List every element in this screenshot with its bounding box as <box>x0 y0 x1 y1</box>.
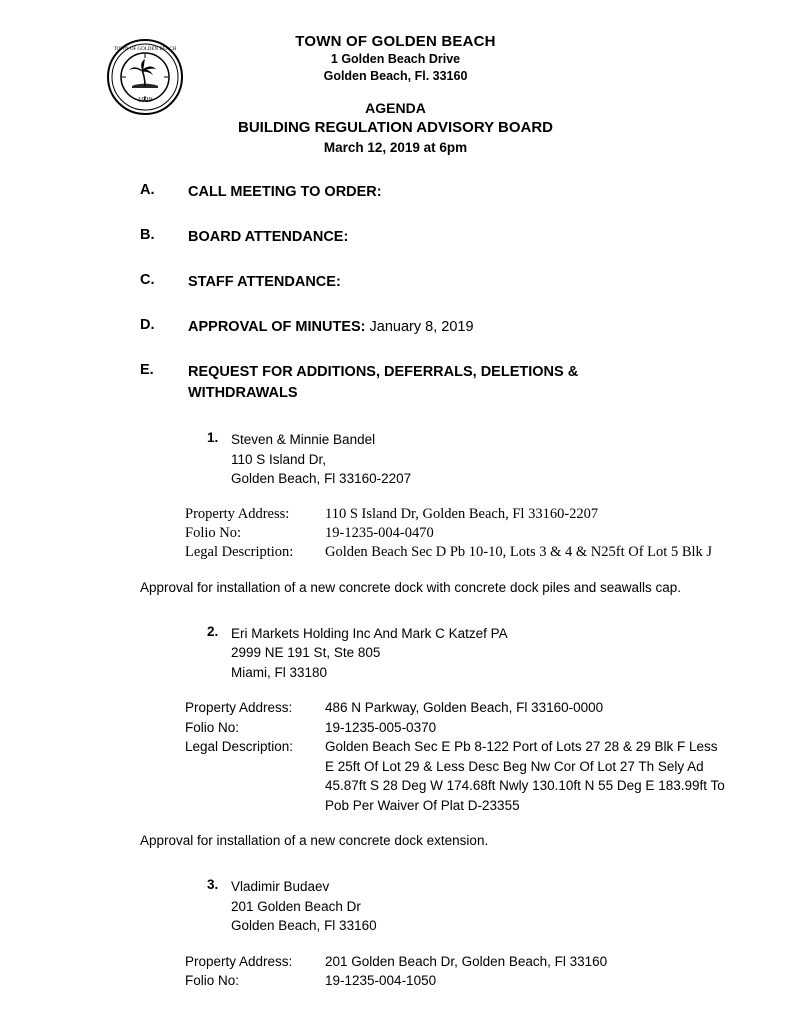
item-2-property-address-label: Property Address: <box>185 700 293 715</box>
section-e-letter: E. <box>140 362 154 378</box>
item-2-legal-label: Legal Description: <box>185 739 294 754</box>
item-2-number: 2. <box>207 623 219 639</box>
item-1-details <box>0 505 769 562</box>
item-3-property-address-row <box>185 952 769 972</box>
item-3-applicant-name: Vladimir Budaev <box>231 879 330 894</box>
item-3-details <box>0 952 769 991</box>
item-2-head <box>0 624 769 683</box>
item-3-property-address-value: 201 Golden Beach Dr, Golden Beach, Fl 33160 <box>325 953 608 969</box>
item-3-folio-label: Folio No: <box>185 973 240 988</box>
item-1-head <box>0 430 769 489</box>
section-a <box>0 182 769 203</box>
item-1-address-line1: 110 S Island Dr, <box>231 451 327 467</box>
section-e-title-text: REQUEST FOR ADDITIONS, DEFERRALS, DELETIONS & WITHDRAWALS <box>188 364 579 401</box>
section-b-title-text: BOARD ATTENDANCE: <box>188 229 349 245</box>
svg-text:TOWN OF GOLDEN BEACH: TOWN OF GOLDEN BEACH <box>113 47 177 52</box>
meeting-date: March 12, 2019 at 6pm <box>323 140 468 155</box>
item-2-address-line2: Miami, Fl 33180 <box>231 664 328 680</box>
section-c-title <box>188 272 341 293</box>
agenda-item-3 <box>0 877 769 991</box>
item-1-property-address-label: Property Address: <box>185 505 290 522</box>
section-d <box>0 317 769 338</box>
item-2-applicant-name: Eri Markets Holding Inc And Mark C Katzef PA <box>231 625 508 641</box>
item-1-legal-value: Golden Beach Sec D Pb 10-10, Lots 3 & 4 & N25ft Of Lot 5 Blk J <box>325 543 713 560</box>
item-3-address-line2: Golden Beach, Fl 33160 <box>231 918 377 933</box>
item-1-legal-label: Legal Description: <box>185 543 294 560</box>
section-d-title-text: APPROVAL OF MINUTES: <box>188 319 366 335</box>
section-b-letter: B. <box>140 227 155 243</box>
town-name: TOWN OF GOLDEN BEACH <box>295 33 496 50</box>
item-3-folio-row <box>185 971 769 991</box>
town-address-line1: 1 Golden Beach Drive <box>330 52 461 66</box>
agenda-item-2 <box>0 624 769 852</box>
section-b <box>0 227 769 248</box>
agenda-item-1 <box>0 430 769 598</box>
item-3-number: 3. <box>207 877 219 892</box>
section-b-title <box>188 227 348 248</box>
item-1-applicant-name: Steven & Minnie Bandel <box>231 432 376 447</box>
section-d-suffix: January 8, 2019 <box>365 319 474 335</box>
item-2-details <box>0 698 769 815</box>
item-1-folio-row <box>185 524 769 543</box>
section-c-letter: C. <box>140 272 155 288</box>
item-3-folio-value: 19-1235-004-1050 <box>325 973 437 988</box>
item-2-approval-text: Approval for installation of a new concrete dock extension. <box>140 833 489 848</box>
board-name: BUILDING REGULATION ADVISORY BOARD <box>237 119 553 136</box>
item-2-property-address-value: 486 N Parkway, Golden Beach, Fl 33160-0000 <box>325 700 604 715</box>
section-c-title-text: STAFF ATTENDANCE: <box>188 274 341 290</box>
section-a-title-text: CALL MEETING TO ORDER: <box>188 184 382 200</box>
item-1-legal-row <box>185 543 769 562</box>
section-c <box>0 272 769 293</box>
item-2-address-line1: 2999 NE 191 St, Ste 805 <box>231 645 381 660</box>
section-e <box>0 362 769 404</box>
item-2-legal-row <box>185 737 769 815</box>
agenda-body <box>0 182 791 991</box>
document-type: AGENDA <box>365 100 426 116</box>
item-3-address-line1: 201 Golden Beach Dr <box>231 898 361 914</box>
item-1-address-line2: Golden Beach, Fl 33160-2207 <box>231 471 412 486</box>
section-d-title <box>188 317 474 338</box>
item-2-folio-label: Folio No: <box>185 719 240 735</box>
section-d-letter: D. <box>140 317 155 333</box>
item-1-number: 1. <box>207 430 219 445</box>
svg-text:1929: 1929 <box>138 96 152 104</box>
item-1-applicant <box>231 430 411 489</box>
item-3-head <box>0 877 769 936</box>
item-1-property-address-value: 110 S Island Dr, Golden Beach, Fl 33160-2207 <box>325 505 599 522</box>
item-1-approval-text: Approval for installation of a new concrete dock with concrete dock piles and seawalls cap. <box>140 579 682 595</box>
item-2-folio-row <box>185 718 769 738</box>
section-a-title <box>188 182 382 203</box>
item-3-property-address-label: Property Address: <box>185 953 293 969</box>
section-a-letter: A. <box>140 182 155 198</box>
item-2-legal-value: Golden Beach Sec E Pb 8-122 Port of Lots 27 28 & 29 Blk F Less E 25ft Of Lot 29 & Less Desc Beg Nw Cor Of Lot 27 Th Sely Ad 45.87ft S 28 Deg W 174.68ft Nwly 130.10ft N 55 Deg E 183.99ft To Pob Per Waiver Of Plat D-23355 <box>325 739 725 813</box>
item-1-folio-label: Folio No: <box>185 524 241 541</box>
item-2-applicant <box>231 624 508 683</box>
section-e-title <box>188 362 668 404</box>
item-1-folio-value: 19-1235-004-0470 <box>325 524 434 541</box>
item-1-property-address-row <box>185 505 769 524</box>
item-3-applicant <box>231 877 377 936</box>
town-address-line2: Golden Beach, Fl. 33160 <box>323 69 468 83</box>
document-header <box>0 0 791 158</box>
town-seal-icon <box>106 38 184 116</box>
item-2-property-address-row <box>185 698 769 718</box>
item-2-folio-value: 19-1235-005-0370 <box>325 719 437 735</box>
